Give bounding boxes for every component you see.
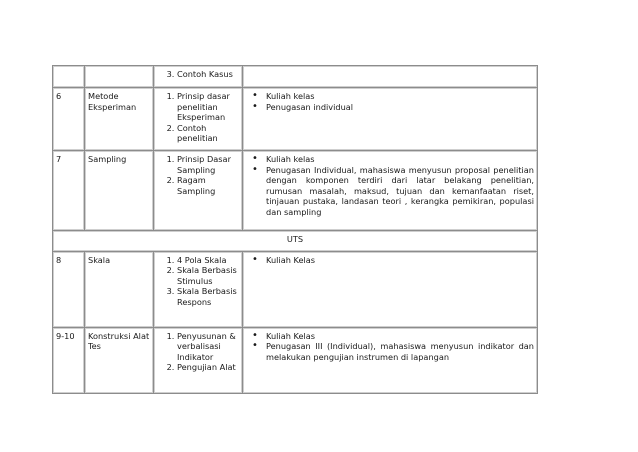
- subtopic-cell: [154, 66, 243, 88]
- subtopic-item: 2. Ragam Sampling: [177, 175, 239, 196]
- subtopic-item: 1. Prinsip Dasar Sampling: [177, 154, 239, 175]
- table-row: [53, 327, 538, 393]
- subtopic-cell: [154, 251, 243, 327]
- subtopic-list: [157, 154, 239, 196]
- subtopic-item: 3. Skala Berbasis Respons: [177, 286, 239, 307]
- table-row: [53, 251, 538, 327]
- method-item: • Kuliah Kelas: [266, 255, 534, 266]
- method-item: • Kuliah kelas: [266, 91, 534, 102]
- subtopic-item: 1. Prinsip dasar penelitian Eksperiman: [177, 91, 239, 123]
- subtopic-list: [157, 91, 239, 144]
- method-cell: [243, 88, 538, 151]
- method-item: • Kuliah Kelas: [266, 331, 534, 342]
- method-list: [246, 255, 534, 266]
- table-row: [53, 88, 538, 151]
- method-list: [246, 91, 534, 112]
- subtopic-item: 1. 4 Pola Skala: [177, 255, 239, 266]
- subtopic-list: [157, 331, 239, 373]
- table-row: [53, 230, 538, 251]
- method-item: • Penugasan III (Individual), mahasiswa menyusun indikator dan melakukan pengujian instrumen di lapangan: [266, 341, 534, 362]
- method-cell: [243, 66, 538, 88]
- subtopic-list: [157, 255, 239, 308]
- topic-cell: Sampling: [85, 150, 154, 230]
- method-cell: [243, 251, 538, 327]
- subtopic-item: 3. Contoh Kasus: [177, 69, 239, 80]
- method-item: • Penugasan individual: [266, 102, 534, 113]
- topic-cell: Konstruksi Alat Tes: [85, 327, 154, 393]
- subtopic-cell: [154, 150, 243, 230]
- subtopic-item: 2. Skala Berbasis Stimulus: [177, 265, 239, 286]
- method-item: • Penugasan Individual, mahasiswa menyusun proposal penelitian dengan komponen terdiri dari latar belakang penelitian, rumusan masalah, maksud, tujuan dan kemanfaatan riset, tinjauan pustaka, landasan teori , kerangka pemikiran, populasi dan sampling: [266, 165, 534, 218]
- method-list: [246, 331, 534, 363]
- subtopic-item: 2. Pengujian Alat: [177, 362, 239, 373]
- method-item: • Kuliah kelas: [266, 154, 534, 165]
- subtopic-item: 2. Contoh penelitian: [177, 123, 239, 144]
- topic-cell: Skala: [85, 251, 154, 327]
- uts-cell: UTS: [53, 230, 538, 251]
- topic-cell: [85, 66, 154, 88]
- week-cell: 6: [53, 88, 85, 151]
- week-cell: 9-10: [53, 327, 85, 393]
- subtopic-cell: [154, 327, 243, 393]
- method-list: [246, 154, 534, 218]
- table-row: [53, 66, 538, 88]
- topic-cell: Metode Eksperiman: [85, 88, 154, 151]
- week-cell: [53, 66, 85, 88]
- week-cell: 7: [53, 150, 85, 230]
- week-cell: 8: [53, 251, 85, 327]
- method-cell: [243, 150, 538, 230]
- syllabus-table: [52, 65, 538, 394]
- subtopic-cell: [154, 88, 243, 151]
- table-body: [53, 66, 538, 394]
- subtopic-item: 1. Penyusunan & verbalisasi Indikator: [177, 331, 239, 363]
- subtopic-list: [157, 69, 239, 80]
- method-cell: [243, 327, 538, 393]
- table-row: [53, 150, 538, 230]
